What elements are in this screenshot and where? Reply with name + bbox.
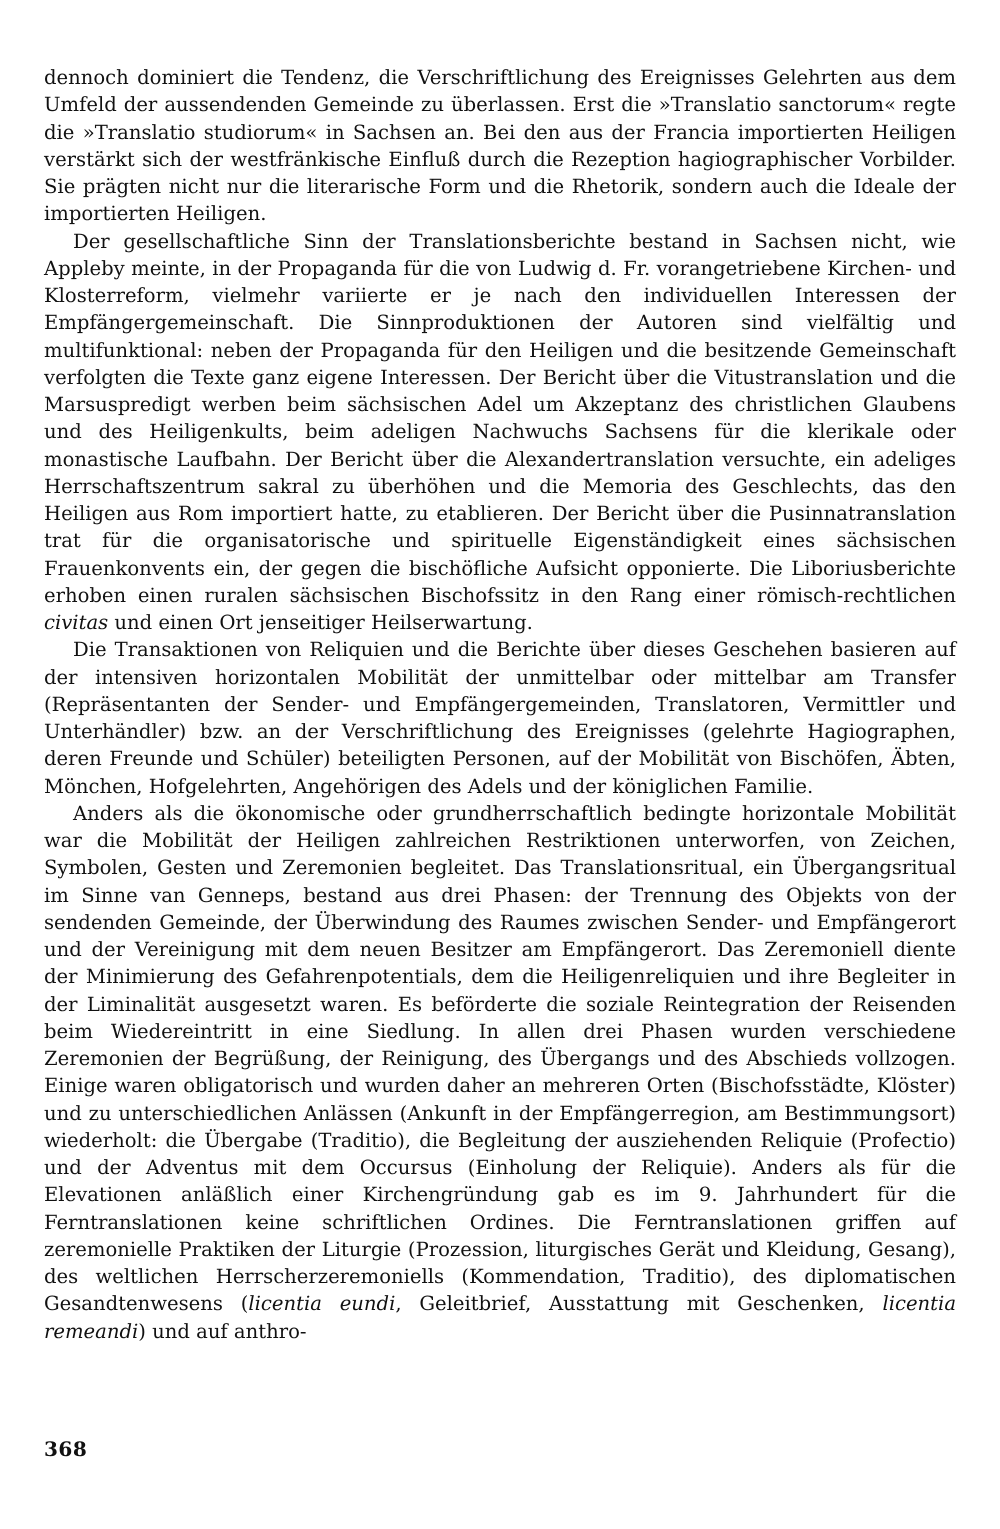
italic-text-run: licentia remeandi [44, 1292, 956, 1343]
paragraph-1 [44, 64, 956, 228]
paragraph-4 [44, 800, 956, 1345]
page-text-block [44, 64, 956, 1345]
paragraph-3 [44, 636, 956, 800]
text-run: Anders als die ökonomische oder grundherrschaftlich bedingte horizontale Mobilität war die Mobilität der Heiligen zahlreichen Restriktionen unterworfen, von Zeichen, Symbolen, Gesten und Zeremonien begleitet. Das Translationsritual, ein Übergangsritual im Sinne van Genneps, bestand aus drei Phasen: der Trennung des Objekts von der sendenden Gemeinde, der Überwindung des Raumes zwischen Sender- und Empfängerort und der Vereinigung mit dem neuen Besitzer am Empfängerort. Das Zeremoniell diente der Minimierung des Gefahrenpotentials, dem die Heiligenreliquien und ihre Begleiter in der Liminalität ausgesetzt waren. Es beförderte die soziale Reintegration der Reisenden beim Wiedereintritt in eine Siedlung. In allen drei Phasen wurden verschiedene Zeremonien der Begrüßung, der Reinigung, des Übergangs und des Abschieds vollzogen. Einige waren obligatorisch und wurden daher an mehreren Orten (Bischofsstädte, Klöster) und zu unterschiedlichen Anlässen (Ankunft in der Empfängerregion, am Bestimmungsort) wiederholt: die Übergabe (Traditio), die Begleitung der ausziehenden Reliquie (Profectio) und der Adventus mit dem Occursus (Einholung der Reliquie). Anders als für die Elevationen anläßlich einer Kirchengründung gab es im 9. Jahrhundert für die Ferntranslationen keine schriftlichen Ordines. Die Ferntranslationen griffen auf zeremonielle Praktiken der Liturgie (Prozession, liturgisches Gerät und Kleidung, Gesang), des weltlichen Herrscherzeremoniells (Kommendation, Traditio), des diplomatischen Gesandtenwesens ( [44, 801, 956, 1316]
text-run: dennoch dominiert die Tendenz, die Verschriftlichung des Ereignisses Gelehrten aus dem Umfeld der aussendenden Gemeinde zu überlassen. Erst die »Translatio sanctorum« regte die »Translatio studiorum« in Sachsen an. Bei den aus der Francia importierten Heiligen verstärkt sich der westfränkische Einfluß durch die Rezeption hagiographischer Vorbilder. Sie prägten nicht nur die literarische Form und die Rhetorik, sondern auch die Ideale der importierten Heiligen. [44, 66, 956, 226]
text-run: und einen Ort jenseitiger Heilserwartung. [108, 611, 533, 634]
paragraph-2 [44, 228, 956, 637]
text-run: ) und auf anthro- [138, 1319, 307, 1343]
italic-text-run: licentia eundi [248, 1292, 396, 1316]
text-run: , Geleitbrief, Ausstattung mit Geschenken, [395, 1292, 883, 1316]
text-run: Der gesellschaftliche Sinn der Translationsberichte bestand in Sachsen nicht, wie Appleby meinte, in der Propaganda für die von Ludwig d. Fr. vorangetriebene Kirchen- und Klosterreform, vielmehr variierte er je nach den individuellen Interessen der Empfängergemeinschaft. Die Sinnproduktionen der Autoren sind vielfältig und multifunktional: neben der Propaganda für den Heiligen und die besitzende Gemeinschaft verfolgten die Texte ganz eigene Interessen. Der Bericht über die Vitustranslation und die Marsuspredigt werben beim sächsischen Adel um Akzeptanz des christlichen Glaubens und des Heiligenkults, beim adeligen Nachwuchs Sachsens für die klerikale oder monastische Laufbahn. Der Bericht über die Alexandertranslation versuchte, ein adeliges Herrschaftszentrum sakral zu überhöhen und die Memoria des Geschlechts, das den Heiligen aus Rom importiert hatte, zu etablieren. Der Bericht über die Pusinnatranslation trat für die organisatorische und spirituelle Eigenständigkeit eines sächsischen Frauenkonvents ein, der gegen die bischöfliche Aufsicht opponierte. Die Liboriusberichte erhoben einen ruralen sächsischen Bischofssitz in den Rang einer römisch-rechtlichen [44, 229, 956, 607]
page-number: 368 [44, 1437, 88, 1461]
text-run: Die Transaktionen von Reliquien und die Berichte über dieses Geschehen basieren auf der intensiven horizontalen Mobilität der unmittelbar oder mittelbar am Transfer (Repräsentanten der Sender- und Empfängergemeinden, Translatoren, Vermittler und Unterhändler) bzw. an der Verschriftlichung des Ereignisses (gelehrte Hagiographen, deren Freunde und Schüler) beteiligten Personen, auf der Mobilität von Bischöfen, Äbten, Mönchen, Hofgelehrten, Angehörigen des Adels und der königlichen Familie. [44, 638, 956, 798]
italic-text-run: civitas [44, 611, 109, 634]
